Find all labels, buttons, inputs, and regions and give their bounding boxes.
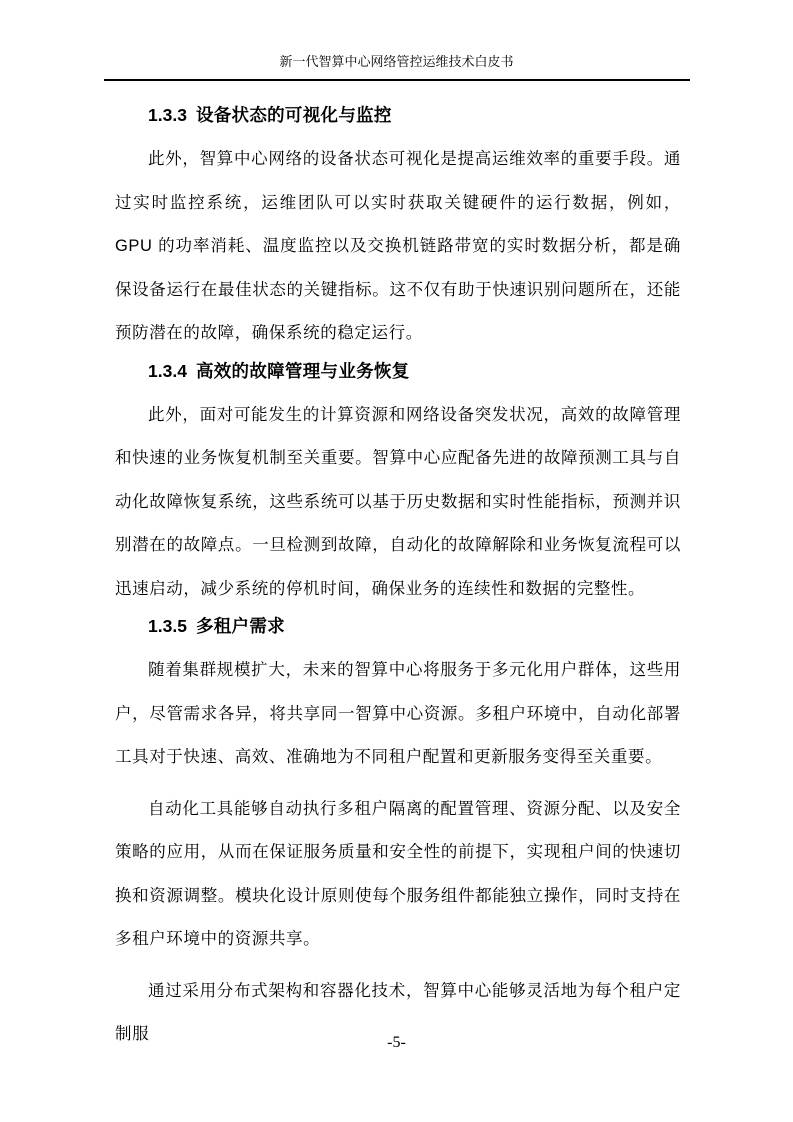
section-number: 1.3.5	[148, 616, 187, 636]
page-number: -5-	[387, 1034, 406, 1051]
section-number: 1.3.3	[148, 105, 187, 125]
paragraph: 通过采用分布式架构和容器化技术，智算中心能够灵活地为每个租户定制服	[115, 981, 681, 1043]
section-heading-1-3-5	[115, 613, 681, 639]
page-header	[0, 54, 793, 70]
section-heading-1-3-4	[115, 358, 681, 384]
paragraph: 随着集群规模扩大，未来的智算中心将服务于多元化用户群体，这些用户，尽管需求各异，将共享同一智算中心资源。多租户环境中，自动化部署工具对于快速、高效、准确地为不同租户配置和更新服务变得至关重要。	[115, 661, 681, 766]
section-title: 高效的故障管理与业务恢复	[195, 360, 410, 381]
page-footer	[0, 1033, 793, 1052]
paragraph: 此外，面对可能发生的计算资源和网络设备突发状况，高效的故障管理和快速的业务恢复机制至关重要。智算中心应配备先进的故障预测工具与自动化故障恢复系统，这些系统可以基于历史数据和实时性能指标，预测并识别潜在的故障点。一旦检测到故障，自动化的故障解除和业务恢复流程可以迅速启动，减少系统的停机时间，确保业务的连续性和数据的完整性。	[115, 405, 681, 598]
section-title: 多租户需求	[195, 616, 285, 636]
section-heading-1-3-3	[115, 102, 681, 128]
section-number: 1.3.4	[148, 360, 187, 381]
paragraph: 自动化工具能够自动执行多租户隔离的配置管理、资源分配、以及安全策略的应用，从而在保证服务质量和安全性的前提下，实现租户间的快速切换和资源调整。模块化设计原则使每个服务组件都能独立操作，同时支持在多租户环境中的资源共享。	[115, 799, 681, 948]
paragraph: 此外，智算中心网络的设备状态可视化是提高运维效率的重要手段。通过实时监控系统，运维团队可以实时获取关键硬件的运行数据，例如，GPU 的功率消耗、温度监控以及交换机链路带宽的实时数据分析，都是确保设备运行在最佳状态的关键指标。这不仅有助于快速识别问题所在，还能预防潜在的故障，确保系统的稳定运行。	[115, 150, 681, 342]
section-title: 设备状态的可视化与监控	[195, 105, 392, 125]
header-title: 新一代智算中心网络管控运维技术白皮书	[279, 54, 514, 69]
header-divider	[104, 79, 690, 81]
page-content	[115, 102, 681, 1057]
